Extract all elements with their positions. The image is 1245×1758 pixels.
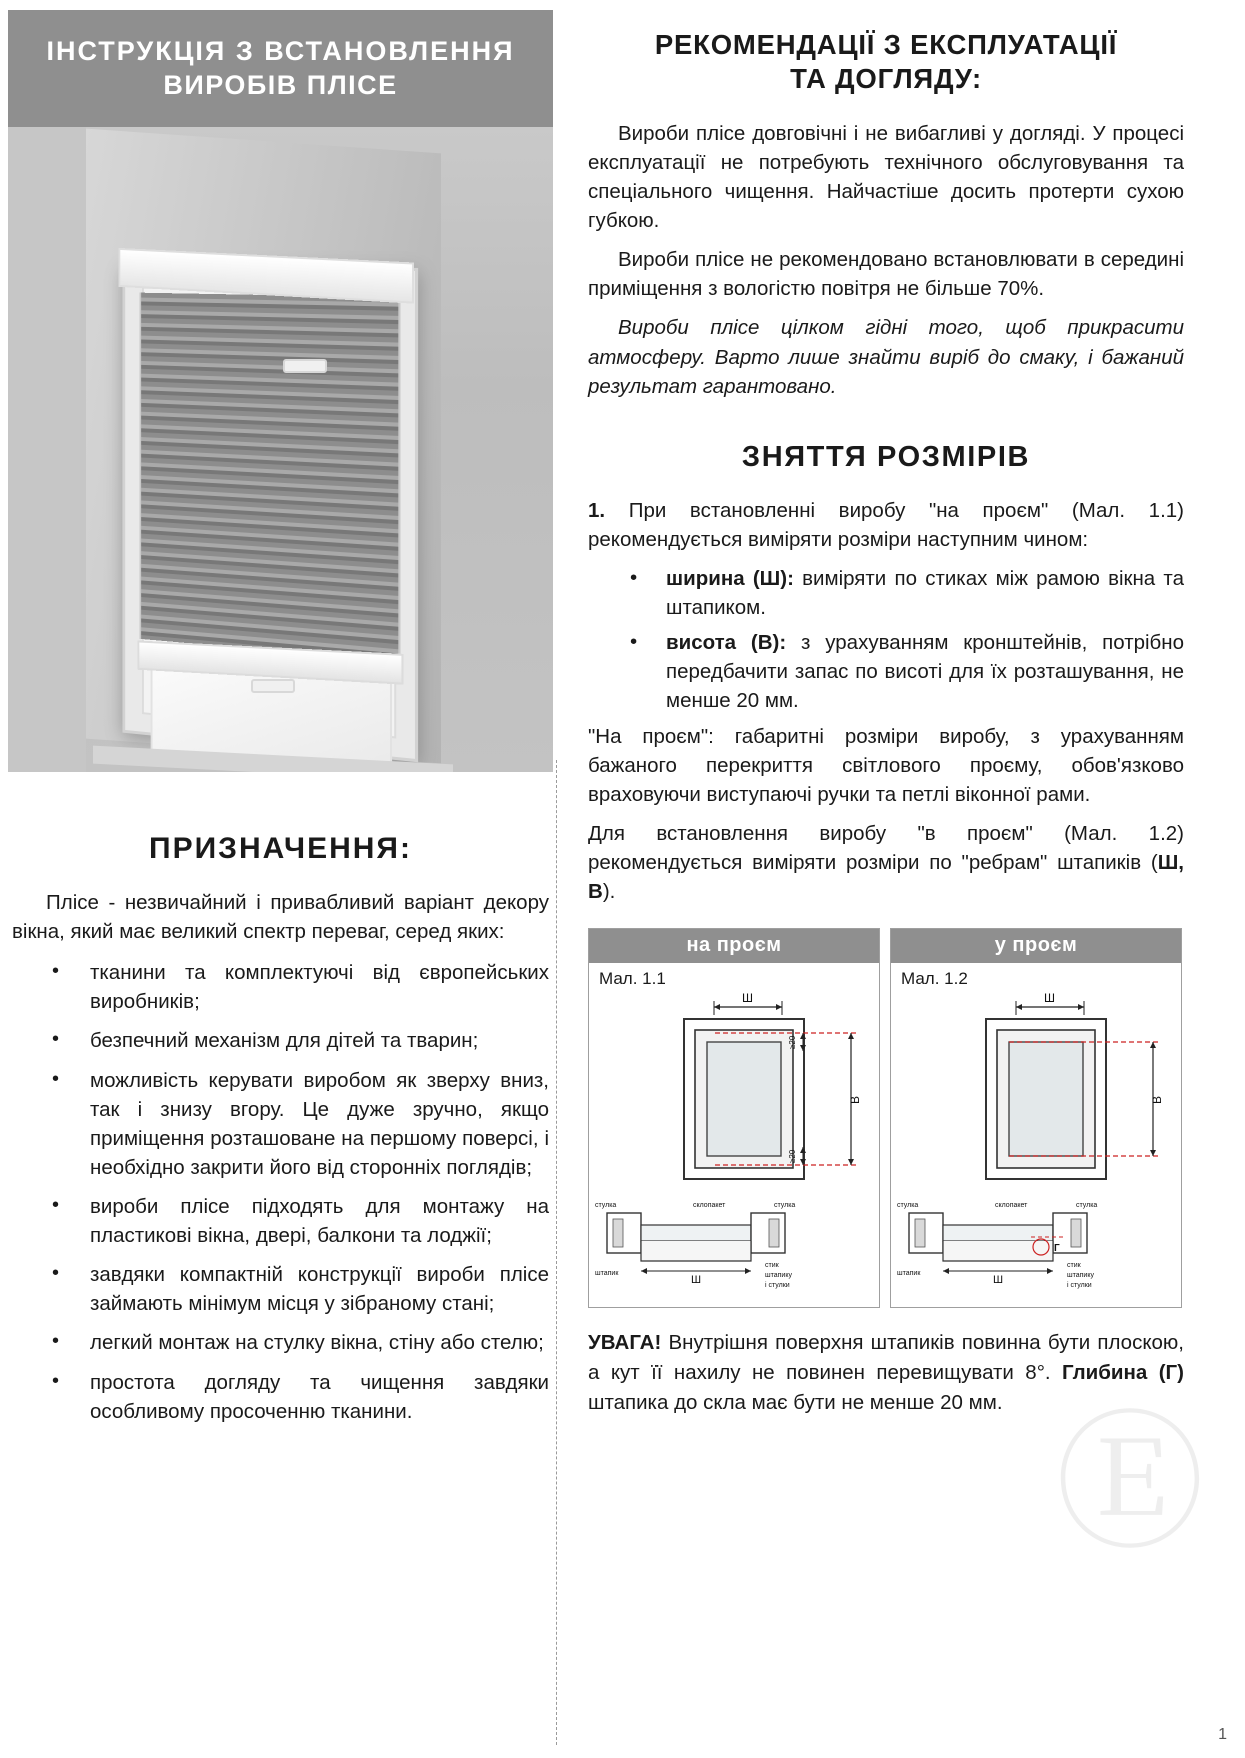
measurement-symbols: Ш, В: [588, 850, 1184, 904]
figure-on-opening: [588, 928, 880, 1308]
right-column: [588, 28, 1184, 1438]
svg-text:Ш: Ш: [993, 1274, 1004, 1287]
handle-tab-bottom: [251, 679, 295, 693]
svg-text:штапик: штапик: [595, 1270, 619, 1278]
svg-text:стик: стик: [765, 1262, 779, 1270]
pleated-blind-fabric: [139, 293, 400, 662]
care-paragraph-2: Вироби плісе не рекомендовано встановлювати в середині приміщення з вологістю повітря не більше 70%.: [588, 248, 1184, 301]
measure-width-label: ширина (Ш):: [666, 566, 794, 590]
watermark-secondary: Ⓔ: [1054, 1397, 1205, 1571]
measurement-paragraph-2: "На проєм": габаритні розміри виробу, з урахуванням бажаного перекриття світлового проєму, обов'язково враховуючи виступаючі ручки та петлі віконної рами.: [588, 724, 1184, 806]
list-item: • завдяки компактній конструкції вироби плісе займають мінімум місця у зібраному стані;: [12, 1260, 549, 1318]
svg-text:≥20: ≥20: [788, 1035, 797, 1050]
purpose-heading: ПРИЗНАЧЕННЯ:: [149, 832, 412, 865]
purpose-intro: Плісе - незвичайний і привабливий варіант декору вікна, який має великий спектр переваг, серед яких:: [12, 891, 549, 944]
svg-text:склопакет: склопакет: [995, 1202, 1028, 1210]
svg-text:стулка: стулка: [1076, 1202, 1098, 1210]
care-heading-line-2: ТА ДОГЛЯДУ:: [790, 63, 982, 95]
purpose-bullet-list: [12, 958, 549, 1426]
handle-tab-top: [283, 359, 327, 373]
page-number: 1: [1218, 1726, 1227, 1743]
svg-text:стулка: стулка: [595, 1202, 617, 1210]
figure-1-label: Мал. 1.1: [599, 969, 666, 989]
warning-text-b: штапика до скла має бути не менше 20 мм.: [588, 1390, 1003, 1414]
svg-text:стулка: стулка: [774, 1202, 796, 1210]
svg-text:Ш: Ш: [691, 1274, 702, 1287]
svg-text:Г: Г: [1054, 1243, 1060, 1255]
list-item: • безпечний механізм для дітей та тварин;: [12, 1026, 549, 1055]
svg-text:стик: стик: [1067, 1262, 1081, 1270]
svg-text:і стулки: і стулки: [1067, 1282, 1092, 1290]
product-photo: [8, 127, 553, 772]
title-line-1: ІНСТРУКЦІЯ З ВСТАНОВЛЕННЯ: [46, 35, 515, 66]
care-heading-line-1: РЕКОМЕНДАЦІЇ З ЕКСПЛУАТАЦІЇ: [654, 29, 1118, 60]
left-column: [8, 10, 553, 1750]
measurement-paragraph-1: [588, 496, 1184, 554]
svg-text:Ш: Ш: [1044, 991, 1055, 1006]
svg-text:В: В: [1150, 1096, 1164, 1105]
warning-text-a: Внутрішня поверхня штапиків повинна бути плоскою, а кут її нахилу не повинен перевищувати 8°.: [588, 1331, 1184, 1384]
warning-paragraph: [588, 1328, 1184, 1417]
measurement-paragraph-3-a: Для встановлення виробу "в проєм" (Мал. 1.2) рекомендується виміряти розміри по "ребрам" штапиків (: [588, 821, 1184, 874]
figure-table: [588, 928, 1184, 1308]
svg-text:≥20: ≥20: [788, 1149, 797, 1164]
figure-2-label: Мал. 1.2: [901, 969, 968, 989]
care-paragraph-3: Вироби плісе цілком гідні того, щоб прикрасити атмосферу. Варто лише знайти виріб до смаку, і бажаний результат гарантовано.: [588, 316, 1184, 398]
list-item: • простота догляду та чищення завдяки особливому просоченню тканини.: [12, 1368, 549, 1426]
measure-height-label: висота (В):: [666, 631, 787, 655]
figure-2-canvas: [891, 989, 1181, 1307]
measurement-heading: ЗНЯТТЯ РОЗМІРІВ: [741, 440, 1031, 473]
svg-text:і стулки: і стулки: [765, 1282, 790, 1290]
svg-text:Ш: Ш: [742, 991, 753, 1006]
svg-text:стулка: стулка: [897, 1202, 919, 1210]
measurement-paragraph-3-c: ).: [602, 880, 616, 904]
warning-depth-label: Глибина (Г): [1062, 1360, 1184, 1384]
document-title-band: [8, 10, 553, 127]
list-item: • тканини та комплектуючі від європейських виробників;: [12, 958, 549, 1016]
list-item: • легкий монтаж на стулку вікна, стіну або стелю;: [12, 1328, 549, 1357]
wall-surface: [8, 127, 86, 772]
care-heading: [588, 28, 1184, 97]
measurement-step-text: При встановленні виробу "на проєм" (Мал. 1.1) рекомендується виміряти розміри наступним чином:: [588, 498, 1184, 551]
purpose-section: [8, 832, 553, 1426]
title-line-2: ВИРОБІВ ПЛІСЕ: [163, 69, 398, 100]
measurement-paragraph-3: [588, 819, 1184, 906]
list-item: [588, 628, 1184, 715]
svg-text:склопакет: склопакет: [693, 1202, 726, 1210]
measurement-bullet-list: [588, 564, 1184, 716]
measure-width-text: виміряти по стиках між рамою вікна та штапиком.: [666, 566, 1184, 620]
figure-1-header: на проєм: [589, 929, 879, 963]
measurement-step-number: 1.: [588, 498, 606, 522]
list-item: • вироби плісе підходять для монтажу на пластикові вікна, двері, балкони та лоджії;: [12, 1192, 549, 1250]
list-item: • можливість керувати виробом як зверху вниз, так і знизу вгору. Це дуже зручно, якщо приміщення розташоване на першому поверсі, і необхідно закрити його від сторонніх поглядів;: [12, 1066, 549, 1182]
svg-text:штапику: штапику: [1067, 1272, 1094, 1280]
svg-text:штапик: штапик: [897, 1270, 921, 1278]
list-item: [588, 564, 1184, 622]
figure-2-header: у проєм: [891, 929, 1181, 963]
svg-text:штапику: штапику: [765, 1272, 792, 1280]
measure-height-text: з урахуванням кронштейнів, потрібно передбачити запас по висоті для їх розташування, не менше 20 мм.: [666, 631, 1184, 713]
figure-1-canvas: [589, 989, 879, 1307]
care-paragraph-1: Вироби плісе довговічні і не вибагливі у догляді. У процесі експлуатації не потребують технічного обслуговування та спеціального чищення. Найчастіше досить протерти сухою губкою.: [588, 121, 1184, 233]
figure-in-opening: [890, 928, 1182, 1308]
svg-text:В: В: [848, 1096, 862, 1105]
warning-label: УВАГА!: [588, 1331, 662, 1355]
column-divider: [556, 760, 557, 1745]
